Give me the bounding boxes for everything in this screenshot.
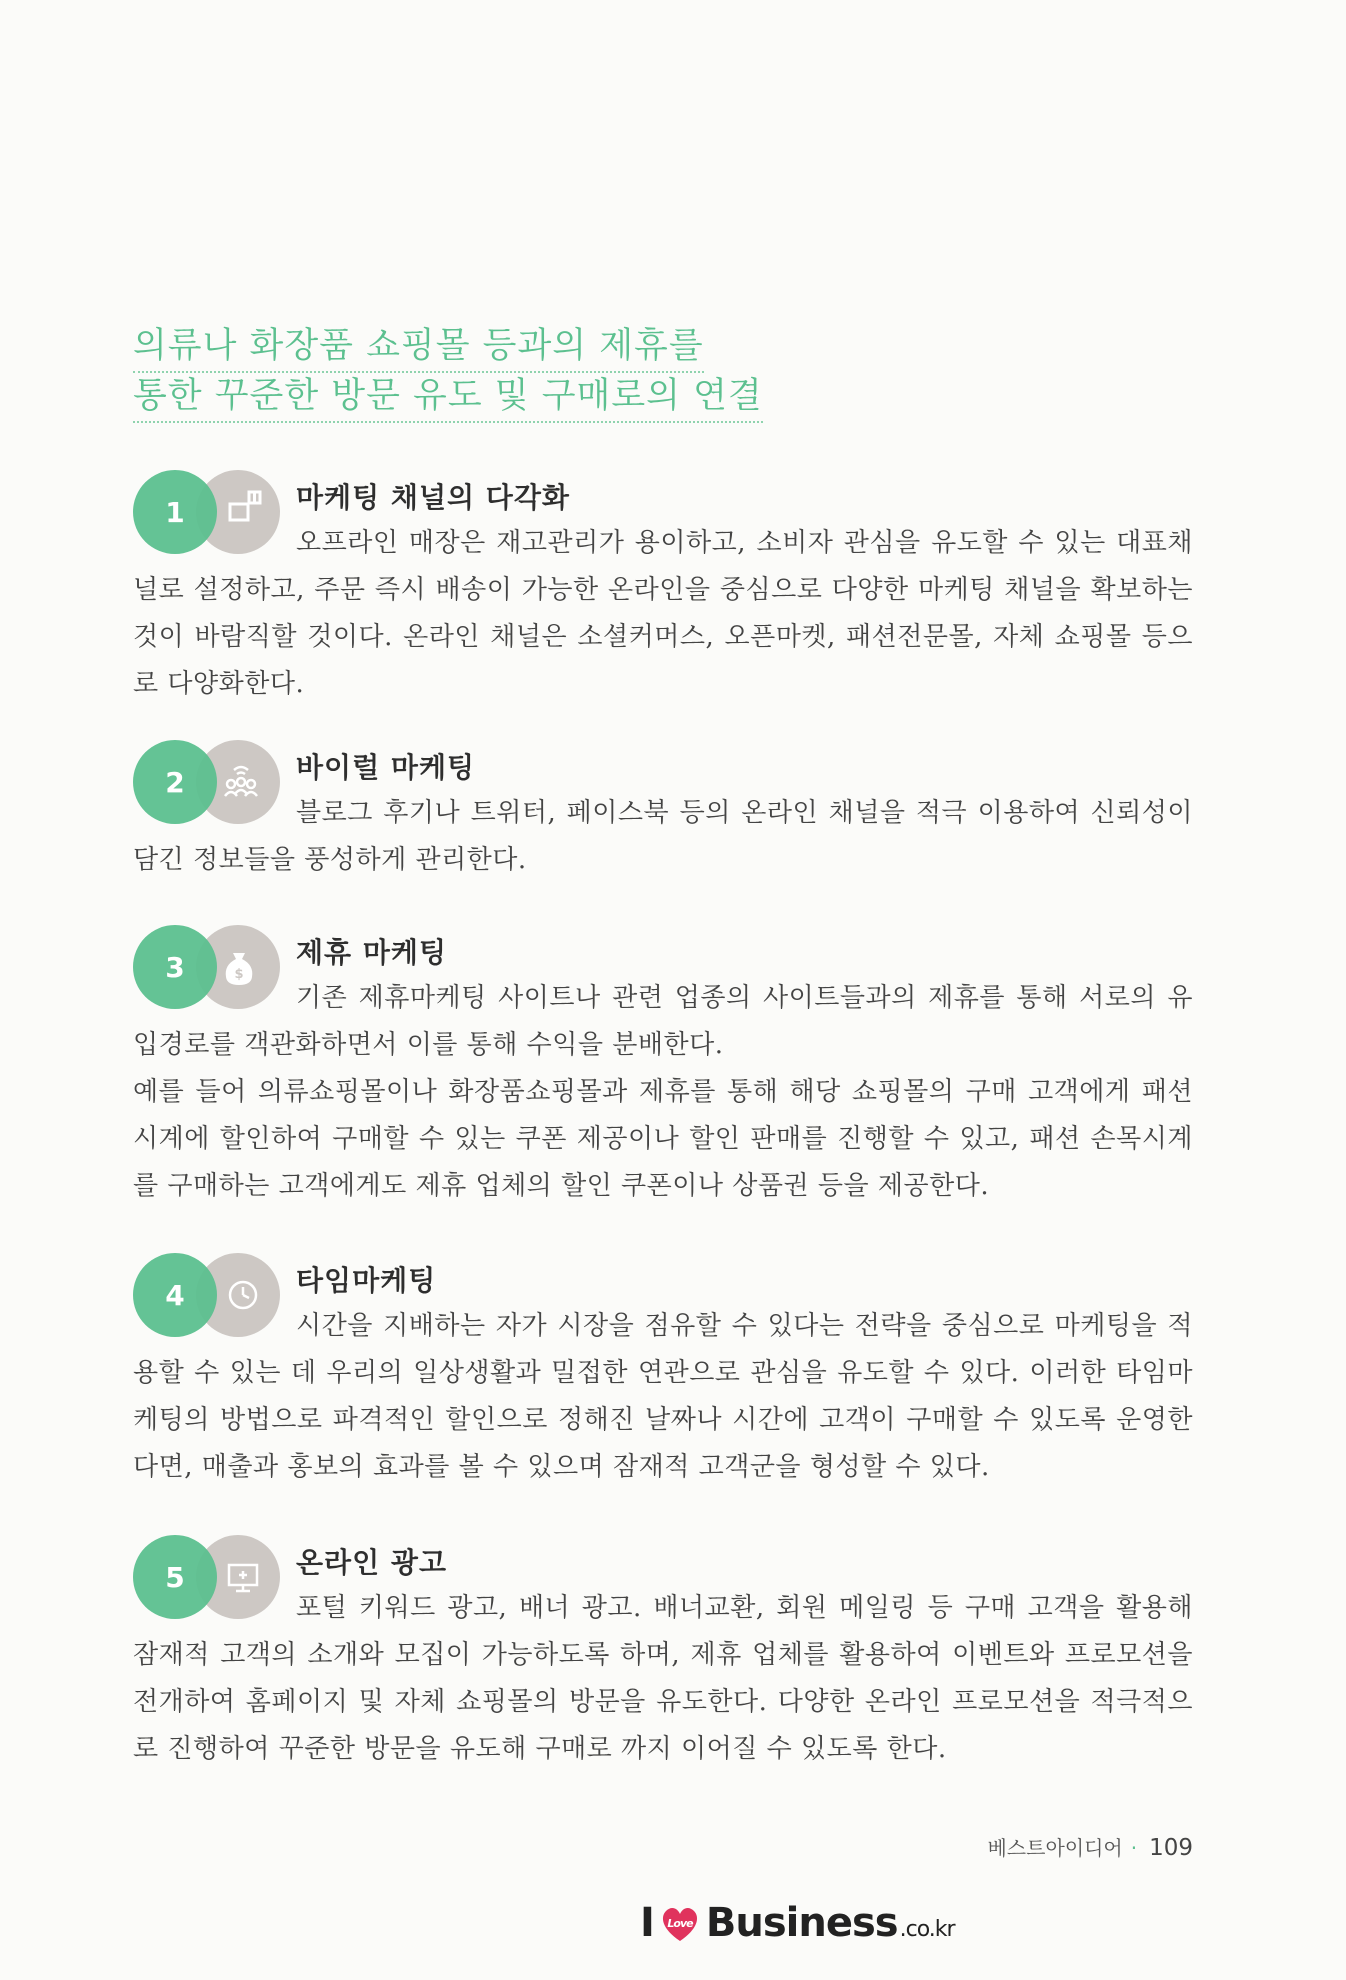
section-title-5: 온라인 광고 [296, 1546, 447, 1579]
section-paragraph: 예를 들어 의류쇼핑몰이나 화장품쇼핑몰과 제휴를 통해 해당 쇼핑몰의 구매 고객에게 패션시계에 할인하여 구매할 수 있는 쿠폰 제공이나 할인 판매를 진행할 수 있고, 패션 손목시계를 구매하는 고객에게도 제휴 업체의 할인 쿠폰이나 상품권 등을 제공한다. [133, 1077, 1193, 1201]
svg-text:Love: Love [667, 1917, 693, 1930]
section-number-1: 1 [165, 496, 185, 529]
section-paragraph: 블로그 후기나 트위터, 페이스북 등의 온라인 채널을 적극 이용하여 신뢰성이 담긴 정보들을 풍성하게 관리한다. [133, 798, 1193, 875]
headline-line-1: 의류나 화장품 쇼핑몰 등과의 제휴를 [133, 322, 704, 372]
section-body-1 [133, 520, 1193, 708]
separator-dot: · [1130, 1836, 1138, 1860]
section-title-4: 타임마케팅 [296, 1264, 437, 1297]
logo-brand: Business [705, 1900, 898, 1946]
brand-logo [640, 1900, 955, 1946]
svg-text:$: $ [234, 967, 244, 982]
section-paragraph: 기존 제휴마케팅 사이트나 관련 업종의 사이트들과의 제휴를 통해 서로의 유입경로를 객관화하면서 이를 통해 수익을 분배한다. [133, 983, 1193, 1060]
logo-prefix: I [640, 1900, 654, 1946]
section-paragraph: 오프라인 매장은 재고관리가 용이하고, 소비자 관심을 유도할 수 있는 대표채널로 설정하고, 주문 즉시 배송이 가능한 온라인을 중심으로 다양한 마케팅 채널을 확보하는 것이 바람직할 것이다. 온라인 채널은 소셜커머스, 오픈마켓, 패션전문몰, 자체 쇼핑몰 등으로 다양화한다. [133, 528, 1194, 699]
section-title-1: 마케팅 채널의 다각화 [296, 481, 570, 514]
headline [133, 322, 1033, 422]
book-title: 베스트아이디어 [987, 1836, 1123, 1860]
section-body-5 [133, 1585, 1193, 1773]
section-number-5: 5 [165, 1561, 185, 1594]
section-number-2: 2 [165, 766, 185, 799]
section-paragraph: 시간을 지배하는 자가 시장을 점유할 수 있다는 전략을 중심으로 마케팅을 적용할 수 있는 데 우리의 일상생활과 밀접한 연관으로 관심을 유도할 수 있다. 이러한 타임마케팅의 방법으로 파격적인 할인으로 정해진 날짜나 시간에 고객이 구매할 수 있도록 운영한다면, 매출과 홍보의 효과를 볼 수 있으며 잠재적 고객군을 형성할 수 있다. [133, 1311, 1193, 1482]
section-body-4 [133, 1303, 1193, 1491]
section-title-3: 제휴 마케팅 [296, 936, 447, 969]
section-body-2 [133, 790, 1193, 884]
section-number-4: 4 [165, 1279, 185, 1312]
section-title-2: 바이럴 마케팅 [296, 751, 476, 784]
heart-icon [658, 1901, 702, 1945]
page-footer [987, 1832, 1193, 1861]
headline-line-2: 통한 꾸준한 방문 유도 및 구매로의 연결 [133, 372, 763, 422]
page-number: 109 [1149, 1835, 1193, 1861]
logo-domain: .co.kr [899, 1916, 955, 1942]
section-body-3 [133, 975, 1193, 1210]
section-paragraph: 포털 키워드 광고, 배너 광고. 배너교환, 회원 메일링 등 구매 고객을 활용해 잠재적 고객의 소개와 모집이 가능하도록 하며, 제휴 업체를 활용하여 이벤트와 프로모션을 전개하여 홈페이지 및 자체 쇼핑몰의 방문을 유도한다. 다양한 온라인 프로모션을 적극적으로 진행하여 꾸준한 방문을 유도해 구매로 까지 이어질 수 있도록 한다. [133, 1593, 1193, 1764]
section-number-3: 3 [165, 951, 185, 984]
